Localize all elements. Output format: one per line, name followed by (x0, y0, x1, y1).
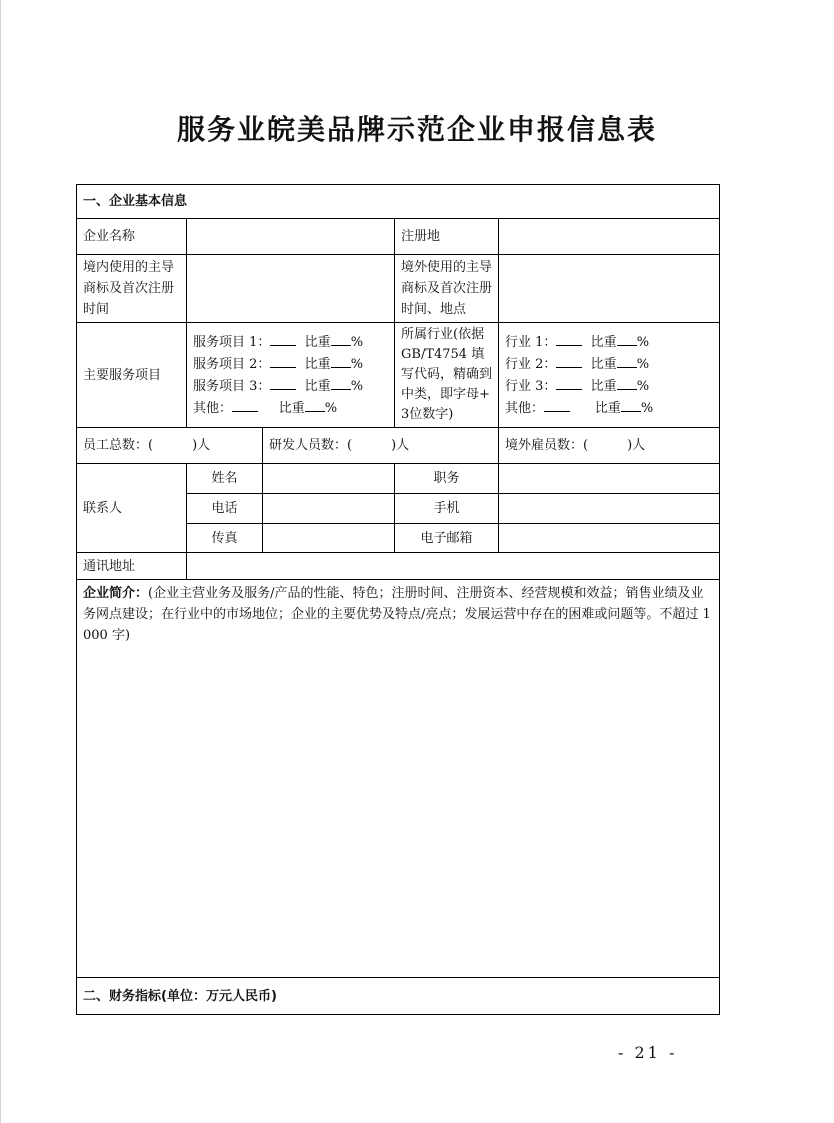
contact-name-field[interactable] (263, 464, 395, 494)
ratio-label: 比重 (304, 357, 331, 372)
company-name-label: 企业名称 (77, 219, 187, 255)
staff-row (77, 428, 720, 464)
contact-fax-label: 传真 (187, 524, 263, 553)
ratio-label: 比重 (590, 379, 617, 394)
percent-sign: % (636, 335, 650, 350)
service-items-cell[interactable] (187, 323, 395, 428)
company-name-field[interactable] (187, 219, 395, 255)
industry-3-label: 行业 3： (505, 379, 557, 394)
overseas-staff-field[interactable]: 境外雇员数：( )人 (499, 428, 720, 464)
service-item-1 (193, 331, 388, 353)
contact-name-row (77, 464, 720, 494)
service-item-2 (193, 353, 388, 375)
company-name-row (77, 219, 720, 255)
contact-mobile-label: 手机 (395, 494, 499, 524)
ratio-blank[interactable] (331, 375, 351, 390)
contact-label: 联系人 (77, 464, 187, 553)
contact-mobile-field[interactable] (499, 494, 720, 524)
contact-fax-field[interactable] (263, 524, 395, 553)
ratio-label: 比重 (304, 335, 331, 350)
section-2-row (77, 978, 720, 1015)
service-item-other (193, 397, 388, 419)
contact-phone-field[interactable] (263, 494, 395, 524)
industry-label: 所属行业(依据GB/T4754 填写代码，精确到中类，即字母+3位数字) (395, 323, 499, 428)
contact-email-field[interactable] (499, 524, 720, 553)
percent-sign: % (636, 379, 650, 394)
company-intro-label: 企业简介： (83, 586, 149, 601)
ratio-label: 比重 (304, 379, 331, 394)
company-intro-field[interactable] (77, 580, 720, 978)
percent-sign: % (350, 379, 364, 394)
address-field[interactable] (187, 553, 720, 580)
registration-place-label: 注册地 (395, 219, 499, 255)
service-item-3 (193, 375, 388, 397)
percent-sign: % (636, 357, 650, 372)
ratio-blank[interactable] (617, 331, 637, 346)
contact-position-field[interactable] (499, 464, 720, 494)
service-other-blank[interactable] (232, 397, 258, 412)
industry-item-2 (505, 353, 713, 375)
service-other-label: 其他： (193, 401, 233, 416)
registration-place-field[interactable] (499, 219, 720, 255)
intro-row (77, 580, 720, 978)
ratio-blank[interactable] (305, 397, 325, 412)
page-number: - 21 - (618, 1043, 678, 1062)
contact-name-label: 姓名 (187, 464, 263, 494)
section-1-heading: 一、企业基本信息 (77, 185, 720, 219)
industry-item-1 (505, 331, 713, 353)
section-1-row (77, 185, 720, 219)
ratio-label: 比重 (590, 335, 617, 350)
percent-sign: % (640, 401, 654, 416)
ratio-blank[interactable] (331, 353, 351, 368)
services-row (77, 323, 720, 428)
industry-items-cell[interactable] (499, 323, 720, 428)
service-item-3-blank[interactable] (270, 375, 296, 390)
ratio-blank[interactable] (331, 331, 351, 346)
ratio-blank[interactable] (621, 397, 641, 412)
contact-position-label: 职务 (395, 464, 499, 494)
industry-2-label: 行业 2： (505, 357, 557, 372)
overseas-trademark-label: 境外使用的主导商标及首次注册时间、地点 (395, 255, 499, 323)
service-item-3-label: 服务项目 3： (193, 379, 271, 394)
service-item-1-label: 服务项目 1： (193, 335, 271, 350)
percent-sign: % (324, 401, 338, 416)
address-row (77, 553, 720, 580)
percent-sign: % (350, 335, 364, 350)
percent-sign: % (350, 357, 364, 372)
ratio-blank[interactable] (617, 353, 637, 368)
domestic-trademark-label: 境内使用的主导商标及首次注册时间 (77, 255, 187, 323)
industry-3-blank[interactable] (556, 375, 582, 390)
ratio-blank[interactable] (617, 375, 637, 390)
address-label: 通讯地址 (77, 553, 187, 580)
service-item-2-blank[interactable] (270, 353, 296, 368)
ratio-label: 比重 (590, 357, 617, 372)
rd-staff-field[interactable]: 研发人员数：( )人 (263, 428, 499, 464)
company-intro-instructions: (企业主营业务及服务/产品的性能、特色；注册时间、注册资本、经营规模和效益；销售业绩及业务网点建设；在行业中的市场地位；企业的主要优势及特点/亮点；发展运营中存在的困难或问题等。不超过 1000 字) (83, 586, 711, 643)
industry-2-blank[interactable] (556, 353, 582, 368)
industry-other-label: 其他： (505, 401, 545, 416)
industry-1-label: 行业 1： (505, 335, 557, 350)
contact-email-label: 电子邮箱 (395, 524, 499, 553)
domestic-trademark-field[interactable] (187, 255, 395, 323)
industry-1-blank[interactable] (556, 331, 582, 346)
section-2-heading: 二、财务指标(单位：万元人民币) (77, 978, 720, 1015)
main-services-label: 主要服务项目 (77, 323, 187, 428)
ratio-label: 比重 (594, 401, 621, 416)
ratio-label: 比重 (278, 401, 305, 416)
trademark-row (77, 255, 720, 323)
overseas-trademark-field[interactable] (499, 255, 720, 323)
industry-item-3 (505, 375, 713, 397)
total-staff-field[interactable]: 员工总数：( )人 (77, 428, 263, 464)
industry-other-blank[interactable] (544, 397, 570, 412)
industry-item-other (505, 397, 713, 419)
page-edge (0, 0, 1, 1123)
service-item-2-label: 服务项目 2： (193, 357, 271, 372)
service-item-1-blank[interactable] (270, 331, 296, 346)
contact-phone-label: 电话 (187, 494, 263, 524)
application-form-table (76, 184, 720, 1015)
document-title: 服务业皖美品牌示范企业申报信息表 (176, 113, 657, 146)
